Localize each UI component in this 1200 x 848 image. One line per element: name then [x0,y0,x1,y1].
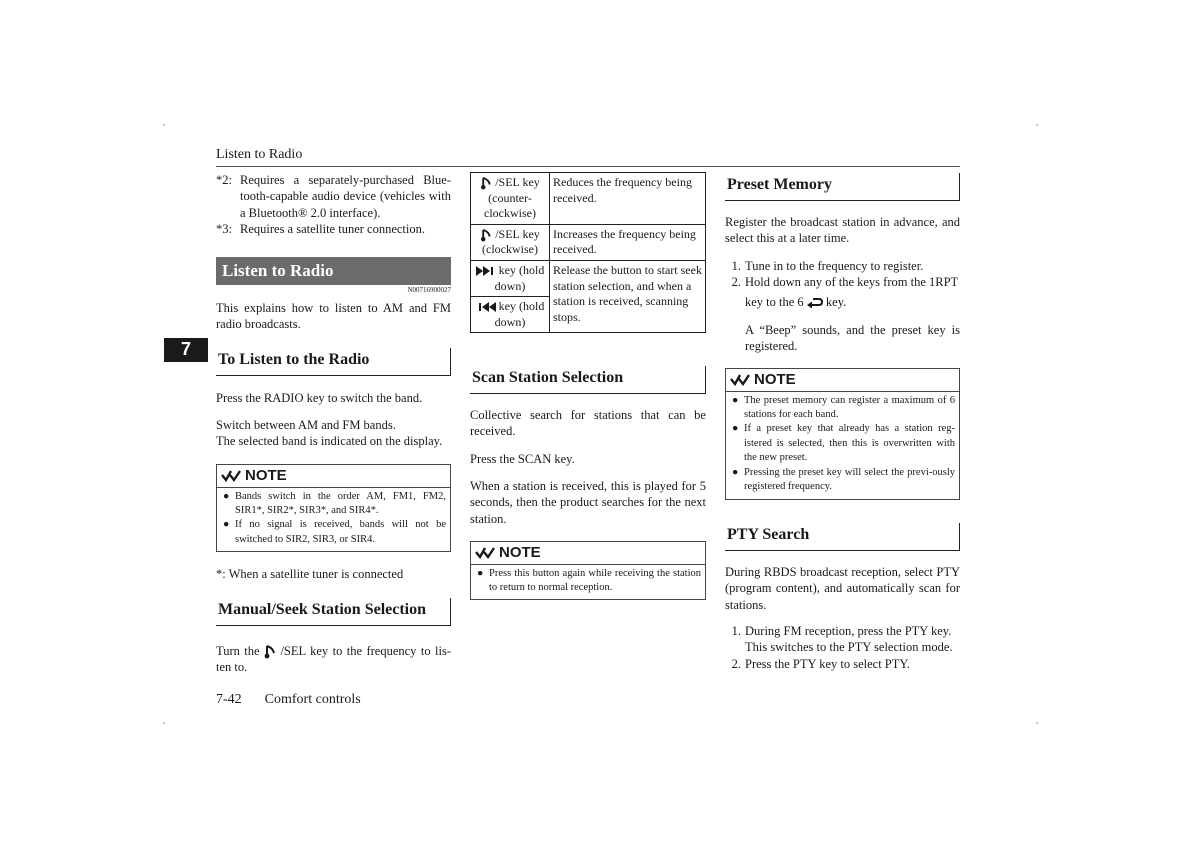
seek-down-icon [476,302,496,312]
scan-p2: Press the SCAN key. [470,452,575,466]
to-listen-p1: Press the RADIO key to switch the band. [216,391,423,405]
bullet-icon: ● [223,490,230,502]
registration-mark [163,124,165,126]
bullet-icon: ● [732,394,739,406]
registration-mark [163,722,165,724]
note-item: ● Bands switch in the order AM, FM1, FM2, SIR1*, SIR2*, SIR3*, and SIR4*. [223,490,446,519]
table-row [471,173,706,225]
preset-p1: Register the broadcast station in advance, and select this at a later time. [725,215,960,246]
registration-mark [1036,722,1038,724]
preset-steps [725,258,960,354]
heading-to-listen: To Listen to the Radio [216,348,451,376]
page-footer [216,691,361,709]
header-rule [216,166,960,167]
note-label: NOTE [245,467,287,484]
manual-p1: Turn the /SEL key to the frequency to lis-ten to. [216,644,451,675]
page-header-title: Listen to Radio [216,147,303,162]
chapter-tab: 7 [164,338,208,362]
registration-mark [1036,124,1038,126]
bullet-icon: ● [732,466,739,478]
heading-pty-search: PTY Search [725,523,960,551]
key-cell: key (hold down) [471,260,550,296]
step-2-cont: key to the 6 key. [745,294,847,309]
bullet-icon: ● [223,519,230,531]
tune-knob-icon [264,645,276,659]
footnote-mark: *2: [216,173,232,187]
footnote-2 [216,172,451,221]
note-box-preset [725,368,960,500]
key-function-table [470,172,706,333]
desc-cell: Reduces the frequency being received. [550,173,706,225]
step-1: 1. During FM reception, press the PTY key. [731,624,952,638]
section-code: N00716900027 [407,286,451,294]
footer-section: Comfort controls [264,692,361,707]
footnotes [216,172,451,237]
step-2: 2. Hold down any of the keys from the 1RPT [731,275,959,290]
key-cell: key (hold down) [471,297,550,333]
key-cell: /SEL key (counter-clockwise) [471,173,550,225]
heading-preset-memory: Preset Memory [725,173,960,201]
pty-steps [725,623,960,672]
bullet-icon: ● [732,423,739,435]
note-check-icon [475,546,495,560]
desc-cell: Increases the frequency being received. [550,224,706,260]
tune-knob-icon [480,229,492,242]
step-2-result: A “Beep” sounds, and the preset key is registered. [745,322,960,353]
to-listen-p2b: The selected band is indicated on the display. [216,434,443,448]
heading-manual-seek: Manual/Seek Station Selection [216,598,451,626]
section-title-listen-to-radio: Listen to Radio [216,257,451,285]
heading-scan: Scan Station Selection [470,366,706,394]
footnote-text: Requires a separately-purchased Blue-tooth-capable audio device (vehicles with a Bluetooth® 2.0 interface). [240,173,451,220]
key-cell: /SEL key (clockwise) [471,224,550,260]
section-intro: This explains how to listen to AM and FM radio broadcasts. [216,301,451,332]
bullet-icon: ● [477,567,484,579]
note-check-icon [730,373,750,387]
footnote-3 [216,221,451,237]
step-1-cont: This switches to the PTY selection mode. [745,640,953,655]
footnote-mark: *3: [216,221,232,236]
note-box-bands [216,464,451,552]
note-header [471,542,705,565]
scan-p1: Collective search for stations that can be received. [470,408,706,439]
satellite-note: *: When a satellite tuner is connected [216,567,404,581]
footnote-text: Requires a satellite tuner connection. [240,221,426,236]
note-label: NOTE [754,371,796,388]
note-header [217,465,450,488]
note-item: ● Pressing the preset key will select the previ-ously registered frequency. [732,466,955,495]
step-2: 2. Press the PTY key to select PTY. [731,656,910,671]
note-label: NOTE [499,544,541,561]
tune-knob-icon [480,177,492,190]
table-row [471,224,706,260]
note-item: ● The preset memory can register a maximum of 6 stations for each band. [732,394,955,423]
note-item: ● If no signal is received, bands will not be switched to SIR2, SIR3, or SIR4. [223,518,446,547]
note-box-scan [470,541,706,600]
seek-up-icon [476,266,496,276]
pty-p1: During RBDS broadcast reception, select PTY (program content), and automatically scan for stations. [725,565,960,612]
page-number: 7-42 [216,692,242,707]
desc-cell: Release the button to start seek station selection, and when a station is received, scanning stops. [550,260,706,332]
note-item: ● If a preset key that already has a station reg-istered is selected, then this is overwritten with the new preset. [732,422,955,465]
table-row [471,260,706,296]
note-check-icon [221,469,241,483]
note-header [726,369,959,392]
step-1: 1. Tune in to the frequency to register. [731,259,924,273]
note-item: ● Press this button again while receiving the station to return to normal reception. [477,567,701,596]
return-arrow-icon [807,298,823,308]
to-listen-p2a: Switch between AM and FM bands. [216,418,396,432]
scan-p3: When a station is received, this is played for 5 seconds, then the product searches for the next station. [470,479,706,526]
